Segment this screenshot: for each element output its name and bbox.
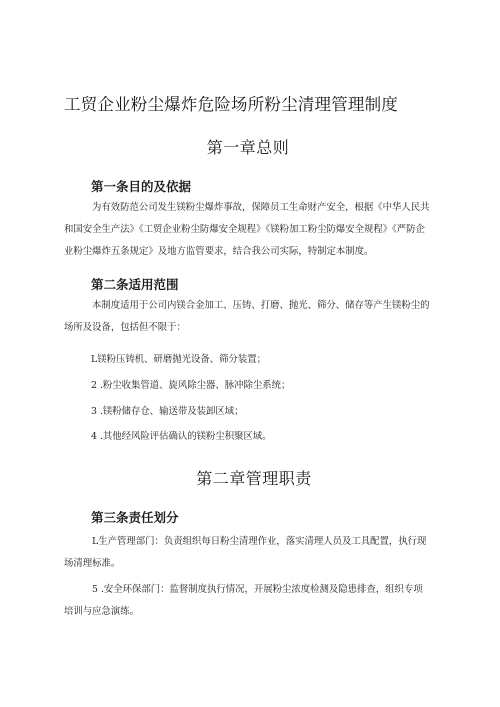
article-3-item-2: 5 .安全环保部门：监督制度执行情况，开展粉尘浓度检测及隐患排查，组织专项培训与应急演练。: [64, 584, 423, 617]
chapter-2-heading: 第二章管理职责: [196, 469, 312, 488]
article-3-item-1: L生产管理部门：负责组织每日粉尘清理作业，落实清理人员及工具配置，执行现场清理标准。: [64, 536, 427, 569]
article-1-text: 为有效防范公司发生镁粉尘爆炸事故，保障员工生命财产安全，根据《中华人民共和国安全生产法》《工贸企业粉尘防爆安全规程》《镁粉加工粉尘防爆安全规程》《严防企业粉尘爆炸五条规定》及地方监管要求，结合我公司实际，特制定本制度。: [64, 202, 430, 257]
article-2-item-1: L镁粉压铸机、研磨抛光设备、筛分装置；: [91, 354, 266, 365]
chapter-1-heading: 第一章总则: [206, 138, 290, 157]
article-1-heading: 第一条目的及依据: [91, 179, 192, 194]
document-title: 工贸企业粉尘爆炸危险场所粉尘清理管理制度: [64, 95, 398, 114]
article-2-heading: 第二条适用范围: [91, 277, 179, 292]
article-2-item-3: 3 .镁粉储存仓、输送带及装卸区域；: [91, 406, 244, 417]
article-2-item-2: 2 .粉尘收集管道、旋风除尘器、脉冲除尘系统；: [91, 380, 291, 391]
article-2-text: 本制度适用于公司内镁合金加工、压铸、打磨、抛光、筛分、储存等产生镁粉尘的场所及设备，包括但不限于：: [64, 300, 430, 333]
article-3-heading: 第三条责任划分: [91, 510, 179, 525]
article-2-item-4: 4 .其他经风险评估确认的镁粉尘积聚区域。: [91, 431, 272, 442]
